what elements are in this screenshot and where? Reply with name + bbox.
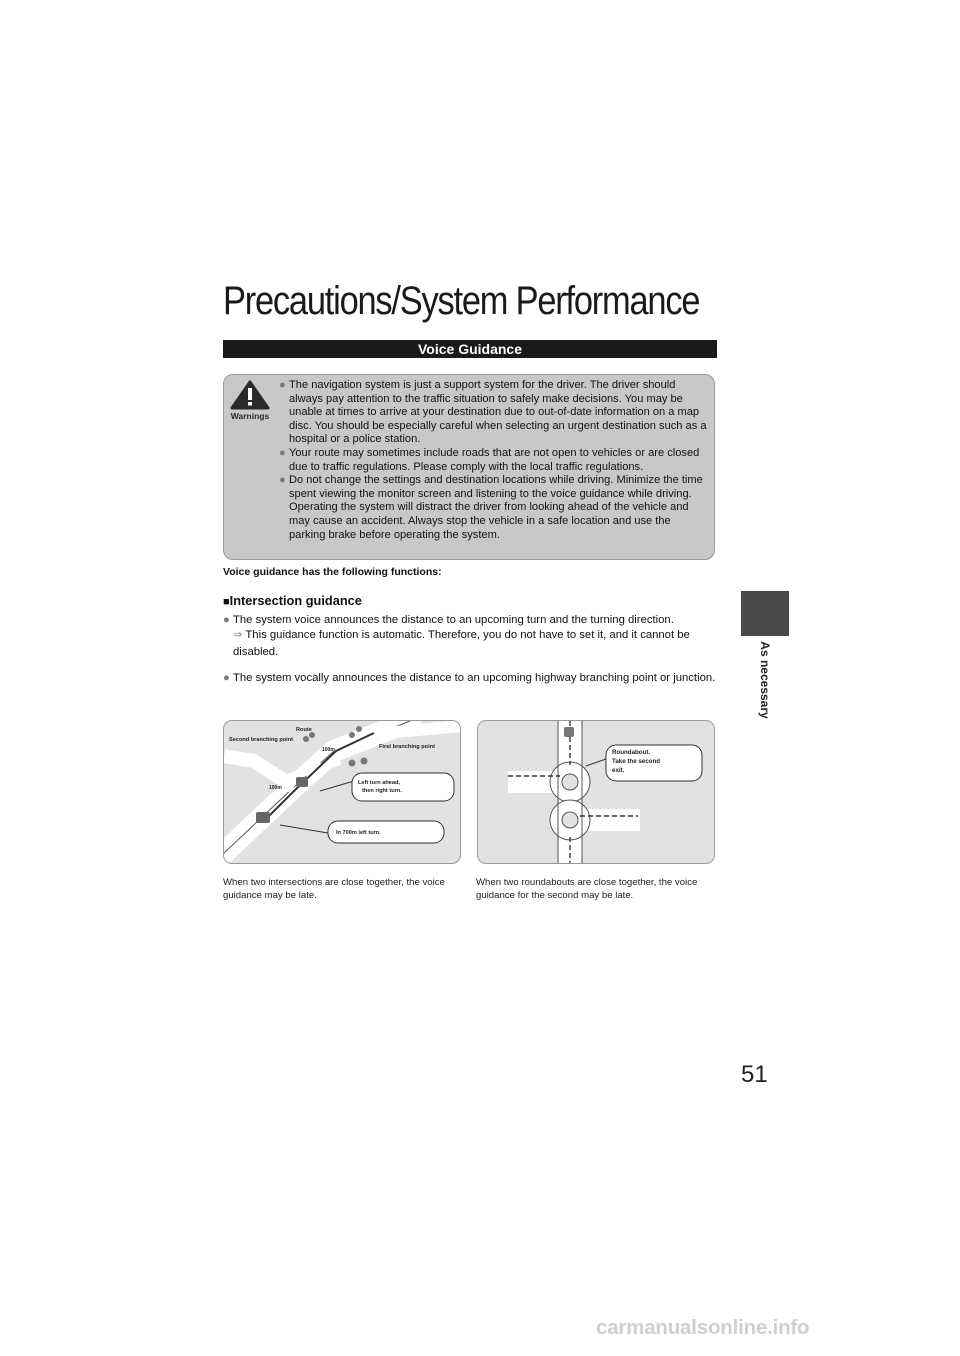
- voice-bubble-line: exit.: [612, 767, 625, 774]
- distance-label: 100m: [322, 747, 335, 753]
- page-number: 51: [741, 1061, 768, 1088]
- page-title: Precautions/System Performance: [223, 279, 700, 323]
- paragraph-list-1: [223, 612, 717, 628]
- paragraph-list-2: [223, 670, 717, 686]
- section-title-bar: Voice Guidance: [223, 340, 717, 358]
- square-bullet-icon: ■: [223, 596, 230, 608]
- voice-bubble-line: Left turn ahead,: [358, 780, 400, 786]
- arrow-right-icon: ⇒: [233, 629, 243, 641]
- warning-icon: [228, 380, 272, 422]
- paragraph-item: ● The system vocally announces the distance to an upcoming highway branching point or junction.: [223, 672, 716, 684]
- voice-bubble-line: Take the second: [612, 758, 661, 765]
- route-label: Route: [296, 727, 312, 733]
- bullet-icon: ●: [279, 474, 286, 487]
- warnings-list: [279, 379, 709, 542]
- watermark: carmanualsonline.info: [596, 1316, 810, 1339]
- voice-bubble-line: Roundabout.: [612, 749, 651, 756]
- subsection-heading: ■Intersection guidance: [223, 593, 362, 608]
- figure-intersections: [223, 720, 461, 864]
- warnings-label: Warnings: [230, 411, 270, 421]
- warning-item: ● Do not change the settings and destination locations while driving. Minimize the time spent viewing the monitor screen and listening to the voice guidance while driving. Operating the system will distract the driver from looking ahead of the vehicle and may cause an accident. Always stop the vehicle in a safe location and use the parking brake before operating the system.: [279, 474, 703, 541]
- voice-bubble-text: In 700m left turn.: [336, 830, 381, 836]
- first-branch-label: First branching point: [379, 744, 435, 750]
- chapter-tab-label: As necessary: [758, 641, 772, 719]
- figure-caption-right: When two roundabouts are close together, the voice guidance for the second may be late.: [476, 877, 698, 901]
- second-branch-label: Second branching point: [229, 737, 294, 743]
- paragraph-item: ● The system voice announces the distance to an upcoming turn and the turning direction.: [223, 614, 674, 626]
- note: ⇒ This guidance function is automatic. Therefore, you do not have to set it, and it cannot be disabled.: [233, 629, 690, 658]
- warning-item: ● Your route may sometimes include roads that are not open to vehicles or are closed due to traffic regulations. Please comply with the local traffic regulations.: [279, 446, 700, 473]
- intro-text: Voice guidance has the following functions:: [223, 566, 442, 578]
- figure-roundabouts: [477, 720, 715, 864]
- chapter-tab: [741, 591, 789, 636]
- bullet-icon: ●: [223, 672, 230, 684]
- warning-item: ● The navigation system is just a support system for the driver. The driver should always pay attention to the traffic situation to safely make decisions. You may be unable at times to arrive at your destination due to out-of-date information on a map disc. You should be especially careful when selecting an urgent destination such as a hospital or a police station.: [279, 379, 707, 446]
- bullet-icon: ●: [279, 379, 286, 391]
- roundabout-illustration: [478, 721, 715, 864]
- voice-bubble-line: then right turn.: [362, 788, 402, 794]
- distance-label: 100m: [269, 785, 282, 791]
- figure-caption-left: When two intersections are close together, the voice guidance may be late.: [223, 877, 445, 901]
- bullet-icon: ●: [223, 614, 230, 626]
- intersection-illustration: [224, 721, 461, 864]
- bullet-icon: ●: [279, 446, 286, 459]
